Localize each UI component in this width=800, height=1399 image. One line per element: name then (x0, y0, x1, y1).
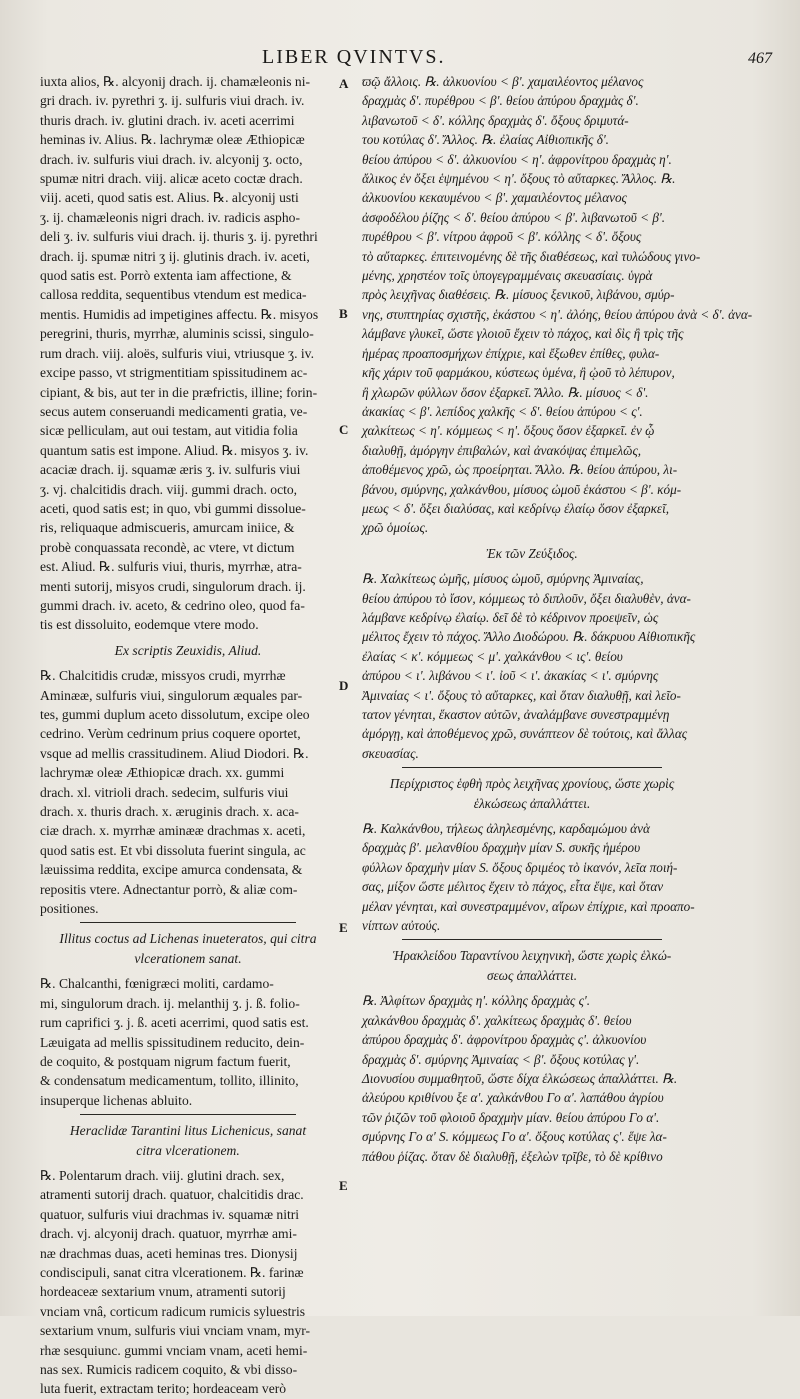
text-line: cedrino. Verùm cedrinum prius coquere oportet, (40, 726, 301, 742)
text-line: κῆς χάριν τοῦ φαρμάκου, κύστεως ὑμένα, ἢ ᾠοῦ τὸ λέπυρον, (362, 365, 675, 381)
text-line: quantum satis est impone. Aliud. ℞. misyos ʒ. iv. (40, 442, 309, 458)
text-line: drach. vj. alcyonij drach. quatuor, myrrhæ ami- (40, 1226, 297, 1242)
text-line: quod satis est. Porrò extenta iam affectione, & (40, 268, 292, 284)
text-line: ℞. Chalcitidis crudæ, missyos crudi, myrrhæ (40, 668, 286, 684)
text-line: nas sex. Rumicis radicem coquito, & vbi disso- (40, 1362, 298, 1377)
latin-heading-zeuxidis: Ex scriptis Zeuxidis, Aliud. (114, 642, 262, 658)
text-line: repositis vtere. Adnectantur porrò, & aliæ com- (40, 881, 298, 897)
text-line: est. Aliud. ℞. sulfuris viui, thuris, myrrhæ, atra- (40, 559, 302, 575)
margin-letter-c: C (339, 422, 349, 437)
text-line: gri drach. iv. pyrethri ʒ. ij. sulfuris viui drach. iv. (40, 93, 305, 109)
text-line: σας, μίξον ὥστε μέλιτος ἔχειν τὸ πάχος, εἶτα ἕψε, καὶ ὅταν (362, 879, 664, 895)
greek-block-1 (362, 72, 753, 538)
text-line: σκευασίας. (362, 745, 419, 761)
separator-rule (402, 767, 662, 768)
text-line: λιβανωτοῦ < δ'. κόλλης δραχμὰς δ'. ὄξους δριμυτά- (362, 112, 629, 128)
text-line: rum drach. viij. aloës, sulfuris viui, vtriusque ʒ. iv. (40, 345, 314, 361)
text-line: mentis. Humidis ad impetigines affectu. ℞. misyos (40, 306, 319, 322)
text-line: πάθου ῥίζας. ὅταν δὲ διαλυθῇ, ἐξελὼν τρῖβε, τὸ δὲ κρίθινο (362, 1148, 663, 1164)
text-line: drach. iv. sulfuris viui drach. iv. alcyonij ʒ. octo, (40, 151, 303, 167)
greek-block-2 (362, 569, 702, 763)
text-line: sextarium vnum, sulfuris viui vnciam vnam, myr- (40, 1323, 311, 1339)
text-line: δραχμὰς δ'. σμύρνης Ἀμιναίας < β'. ὄξους κοτύλας γ'. (362, 1051, 640, 1067)
text-line: μεως < δ'. ὄξει διαλύσας, καὶ κεδρίνῳ ἐλαίῳ ὅσον ἐξαρκεῖ, (362, 500, 670, 516)
text-line: drach. ij. spumæ nitri ʒ ij. glutinis drach. iv. aceti, (40, 248, 310, 264)
text-line: spumæ nitri drach. viij. alicæ aceto coctæ drach. (40, 171, 303, 187)
margin-letter-a: A (339, 76, 349, 91)
text-line: ϖῷ ἄλλοις. ℞. ἀλκυονίου < β'. χαμαιλέοντος μέλανος (362, 74, 644, 89)
text-line: thuris drach. iv. glutini drach. iv. aceti acerrimi (40, 112, 295, 128)
text-line: πρὸς λειχῆνας διαθέσεις. ℞. μίσυος ξενικοῦ, λιβάνου, σμύρ- (362, 287, 675, 303)
page-number: 467 (748, 50, 772, 67)
text-line: hordeaceæ sextarium vnum, atramenti sutorij (40, 1284, 286, 1300)
text-line: atramenti sutorij drach. quatuor, chalcitidis drac. (40, 1187, 304, 1203)
text-line: insuperque lichenas abluito. (40, 1092, 193, 1108)
latin-block-2 (40, 666, 336, 918)
latin-block-1 (40, 72, 336, 635)
text-line: Læuigata ad mellis spissitudinem reducito, dein- (40, 1034, 305, 1050)
text-line: tis est dissoluito, eodemque vtere modo. (40, 617, 259, 633)
text-line: Περίχριστος ἑφθὴ πρὸς λειχῆνας χρονίους, ὥστε χωρὶς (389, 776, 675, 792)
text-line: ἄλικος ἐν ὄξει ἑψημένου < η'. ὄξους τὸ αὔταρκες. Ἄλλος. ℞. (362, 171, 676, 187)
text-line: iuxta alios, ℞. alcyonij drach. ij. chamæleonis ni- (40, 74, 311, 89)
text-line: δραχμὰς δ'. πυρέθρου < β'. θείου ἀπύρου δραχμὰς δ'. (362, 93, 639, 109)
text-line: λάμβανε κεδρίνῳ ἐλαίῳ. δεῖ δὲ τὸ κέδρινον προεψεῖν, ὡς (362, 609, 659, 625)
text-line: de coquito, & postquam nigrum factum fuerit, (40, 1053, 291, 1069)
text-line: ἑλκώσεως ἀπαλλάττει. (473, 795, 591, 811)
text-line: aceti, quod satis est; in quo, vbi gummi dissolue- (40, 500, 306, 516)
text-line: τατον γένηται, ἕκαστον αὐτῶν, ἀναλάμβανε συνεστραμμένῃ (362, 707, 670, 722)
text-line: ἀπύρου δραχμὰς δ'. ἀφρονίτρου δραχμὰς ς'. ἀλκυονίου (362, 1032, 647, 1048)
text-line: lachrymæ oleæ Æthiopicæ drach. xx. gummi (40, 765, 285, 781)
text-line: luta fuerit, extractam terito; hordeaceam verò (40, 1381, 287, 1397)
text-line: menti sutorij, misyos crudi, singulorum drach. ij. (40, 578, 306, 594)
text-line: λάμβανε γλυκεῖ, ὥστε γλοιοῦ ἔχειν τὸ πάχος, καὶ δὶς ἢ τρὶς τῆς (362, 326, 684, 342)
text-line: vnciam vnâ, corticum radicum rumicis syluestris (40, 1303, 306, 1319)
greek-column (362, 72, 753, 1166)
text-line: ἀσφοδέλου ῥίζης < δ'. θείου ἀπύρου < β'. λιβανωτοῦ < β'. (362, 209, 666, 225)
text-line: του κοτύλας δ'. Ἄλλος. ℞. ἐλαίας Αἰθιοπικῆς δ'. (362, 132, 609, 148)
text-line: callosa reddita, sequentibus vtendum est medica- (40, 287, 307, 303)
text-line: τῶν ῥιζῶν τοῦ φλοιοῦ δραχμὴν μίαν. θείου ἀπύρου Γο α'. (362, 1109, 660, 1125)
running-title: LIBER QVINTVS. (262, 46, 446, 68)
text-line: vsque ad mellis crassitudinem. Aliud Diodori. ℞. (40, 745, 309, 761)
text-line: δραχμὰς β'. μελανθίου δραχμὴν μίαν S. συκῆς ἡμέρου (362, 840, 641, 856)
text-line: βάνου, σμύρνης, χαλκάνθου, μίσυος ὠμοῦ ἑκάστου < β'. κόμ- (362, 481, 682, 497)
text-line: πυρέθρου < β'. νίτρου ἀφροῦ < β'. κόλλης < δ'. ὄξους (362, 229, 642, 245)
text-line: φύλλων δραχμὴν μίαν S. ὄξους δριμέος τὸ ἱκανόν, λεῖα ποιή- (362, 859, 678, 875)
text-line: positiones. (40, 901, 99, 917)
text-line: rum caprifici ʒ. j. ß. aceti acerrimi, quod satis est. (40, 1015, 309, 1031)
separator-rule (80, 922, 296, 923)
text-line: sicæ pelliculam, aut oui testam, aut vitidia folia (40, 423, 298, 439)
text-line: χρῶ ὁμοίως. (362, 520, 429, 536)
greek-heading-lichenas (362, 774, 702, 813)
greek-heading-zeuxidos: Ἐκ τῶν Ζεύξιδος. (486, 545, 578, 561)
latin-heading-heraclidae (40, 1121, 336, 1160)
greek-block-4 (362, 991, 702, 1166)
margin-letter-b: B (339, 306, 348, 321)
text-line: ʒ. ij. chamæleonis nigri drach. iv. radicis aspho- (40, 209, 300, 225)
text-line: Heraclidæ Tarantini litus Lichenicus, sanat (69, 1123, 307, 1139)
text-line: rhæ sesquiunc. gummi vnciam vnam, aceti hemi- (40, 1342, 308, 1358)
text-line: deli ʒ. iv. sulfuris viui drach. ij. thuris ʒ. ij. pyrethri (40, 229, 318, 245)
text-line: secus autem conseruandi medicamenti gratia, ve- (40, 403, 308, 419)
text-line: νίπτων αὐτούς. (362, 918, 441, 934)
margin-letter-e-2: E (339, 1178, 348, 1193)
text-line: μέλιτος ἔχειν τὸ πάχος. Ἄλλο Διοδώρου. ℞. δάκρυου Αἰθιοπικῆς (362, 629, 696, 645)
text-line: viij. aceti, quod satis est. Alius. ℞. alcyonij usti (40, 190, 299, 206)
text-line: ʒ. vj. chalcitidis drach. viij. gummi drach. octo, (40, 481, 298, 497)
text-line: ἀπύρου < ι'. λιβάνου < ι'. ἰοῦ < ι'. ἀκακίας < ι'. σμύρνης (362, 668, 659, 684)
text-line: ἐλαίας < κ'. κόμμεως < μ'. χαλκάνθου < ις'. θείου (362, 648, 623, 664)
text-line: τὸ αὔταρκες. ἐπιτεινομένης δὲ τῆς διαθέσεως, καὶ τυλώδους γινο- (362, 248, 701, 264)
text-line: ℞. Chalcanthi, fœnigræci moliti, cardamo- (40, 976, 274, 992)
text-line: Ἡρακλείδου Ταραντίνου λειχηνικὴ, ὥστε χωρὶς ἑλκώ- (392, 948, 672, 964)
text-line: Ἀμιναίας < ι'. ὄξους τὸ αὔταρκες, καὶ ὅταν διαλυθῇ, καὶ λεῖο- (362, 687, 681, 703)
text-line: ἡμέρας προαποσμήχων ἐπίχριε, καὶ ἔξωθεν ἐπίθες, φυλα- (362, 345, 660, 361)
text-line: σεως ἀπαλλάττει. (486, 967, 578, 983)
text-line: διαλυθῇ, ἀμόργην ἐπιβαλών, καὶ ἀνακόψας ἐπιμελῶς, (362, 442, 642, 458)
text-line: gummi drach. iv. aceto, & cedrino oleo, quod fa- (40, 597, 305, 613)
text-line: ἀλκυονίου κεκαυμένου < β'. χαμαιλέοντος μέλανος (362, 190, 627, 206)
text-line: acaciæ drach. ij. squamæ æris ʒ. iv. sulfuris viui (40, 462, 301, 478)
text-line: ἀμόργῃ, καὶ ἀποθέμενος χρῶ, συνάπτεον δὲ τούτοις, καὶ ἄλλας (362, 726, 688, 742)
text-line: probè conquassata recondè, ac vtere, vt dictum (40, 539, 295, 555)
text-line: νης, στυπτηρίας σχιστῆς, ἑκάστου < η'. ἀλόης, θείου ἀπύρου ἀνὰ < δ'. ἀνα- (362, 306, 753, 322)
text-line: & condensatum medicamentum, tollito, illinito, (40, 1073, 299, 1089)
text-line: drach. xl. vitrioli drach. sedecim, sulfuris viui (40, 784, 289, 800)
text-line: ἀποθέμενος χρῶ, ὡς προείρηται. Ἄλλο. ℞. θείου ἀπύρου, λι- (362, 462, 678, 478)
text-line: mi, singulorum drach. ij. melanthij ʒ. j. ß. folio- (40, 995, 300, 1011)
greek-heading-herakleidou (362, 946, 702, 985)
margin-letter-e: E (339, 920, 348, 935)
text-line: ἀκακίας < β'. λεπίδος χαλκῆς < δ'. θείου ἀπύρου < ς'. (362, 403, 643, 419)
text-line: condiscipuli, sanat citra vlcerationem. ℞. farinæ (40, 1264, 304, 1280)
text-line: ἢ χλωρῶν φύλλων ὅσον ἐξαρκεῖ. Ἄλλο. ℞. μίσυος < δ'. (362, 384, 649, 400)
text-line: quatuor, sulfuris viui drachmas iv. squamæ nitri (40, 1206, 300, 1222)
text-line: χαλκάνθου δραχμὰς δ'. χαλκίτεως δραχμὰς δ'. θείου (362, 1012, 632, 1028)
text-line: ris, reliquaque admiscueris, amurcam iniice, & (40, 520, 295, 536)
text-line: tes, gummi duplum aceto dissolutum, excipe oleo (40, 707, 310, 722)
latin-block-3 (40, 974, 336, 1110)
text-line: læuissima reddita, excipe amurca condensata, & (40, 862, 303, 878)
text-line: χαλκίτεως < η'. κόμμεως < η'. ὄξους ὅσον ἐξαρκεῖ. ἐν ᾧ (362, 423, 655, 439)
greek-block-3 (362, 819, 702, 935)
text-line: θείου ἀπύρου < δ'. ἀλκυονίου < η'. ἀφρονίτρου δραχμὰς η'. (362, 151, 672, 167)
separator-rule (402, 939, 662, 940)
text-line: ℞. Χαλκίτεως ὠμῆς, μίσυος ὠμοῦ, σμύρνης Ἀμιναίας, (362, 571, 644, 587)
text-line: cipiant, & bis, aut ter in die præfrictis, illine; forin- (40, 384, 318, 400)
text-line: μέλαν γένηται, καὶ συνεστραμμένον, αἴρων ἐπίχριε, καὶ προαπο- (362, 898, 695, 914)
text-line: quod satis est. Et vbi dissoluta fuerint singula, ac (40, 842, 306, 858)
text-line: citra vlcerationem. (136, 1142, 240, 1158)
text-line: Aminææ, sulfuris viui, singulorum æquales par- (40, 687, 303, 703)
text-line: peregrini, thuris, myrrhæ, aluminis scissi, singulo- (40, 326, 314, 342)
text-line: heminas iv. Alius. ℞. lachrymæ oleæ Æthiopicæ (40, 132, 305, 148)
text-line: vlcerationem sanat. (134, 950, 242, 966)
text-line: σμύρνης Γο α' S. κόμμεως Γο α'. ὄξους κοτύλας ς'. ἕψε λα- (362, 1129, 667, 1145)
text-line: drach. x. thuris drach. x. æruginis drach. x. aca- (40, 804, 299, 820)
text-line: θείου ἀπύρου τὸ ἴσον, κόμμεως τὸ διπλοῦν, ὄξει διαλυθὲν, ἀνα- (362, 590, 691, 606)
text-line: ℞. Polentarum drach. viij. glutini drach. sex, (40, 1167, 285, 1183)
text-line: næ drachmas duas, aceti heminas tres. Dionysij (40, 1245, 298, 1261)
text-line: Διονυσίου συμμαθητοῦ, ὥστε δίχα ἑλκώσεως ἀπαλλάττει. ℞. (362, 1070, 678, 1086)
text-line: μένης, χρηστέον τοῖς ὑπογεγραμμέναις σκευασίαις. ὑγρὰ (362, 268, 653, 284)
text-line: ἀλεύρου κριθίνου ξε α'. χαλκάνθου Γο α'. λαπάθου ἀγρίου (362, 1090, 664, 1106)
text-line: excipe passo, vt strigmentitiam spissitudinem ac- (40, 365, 308, 381)
page-header (0, 46, 800, 72)
text-line: ℞. Καλκάνθου, τήλεως ἀληλεσμένης, καρδαμώμου ἀνὰ (362, 821, 650, 837)
text-line: Illitus coctus ad Lichenas inueteratos, qui citra (59, 931, 317, 947)
latin-column (40, 72, 336, 1399)
latin-block-4 (40, 1166, 336, 1399)
separator-rule (80, 1114, 296, 1115)
text-line: ℞. Ἀλφίτων δραχμὰς η'. κόλλης δραχμὰς ς'. (362, 993, 591, 1009)
latin-heading-lichenas (40, 929, 336, 968)
text-line: ciæ drach. x. myrrhæ aminææ drachmas x. aceti, (40, 823, 306, 839)
margin-letter-d: D (339, 678, 349, 693)
